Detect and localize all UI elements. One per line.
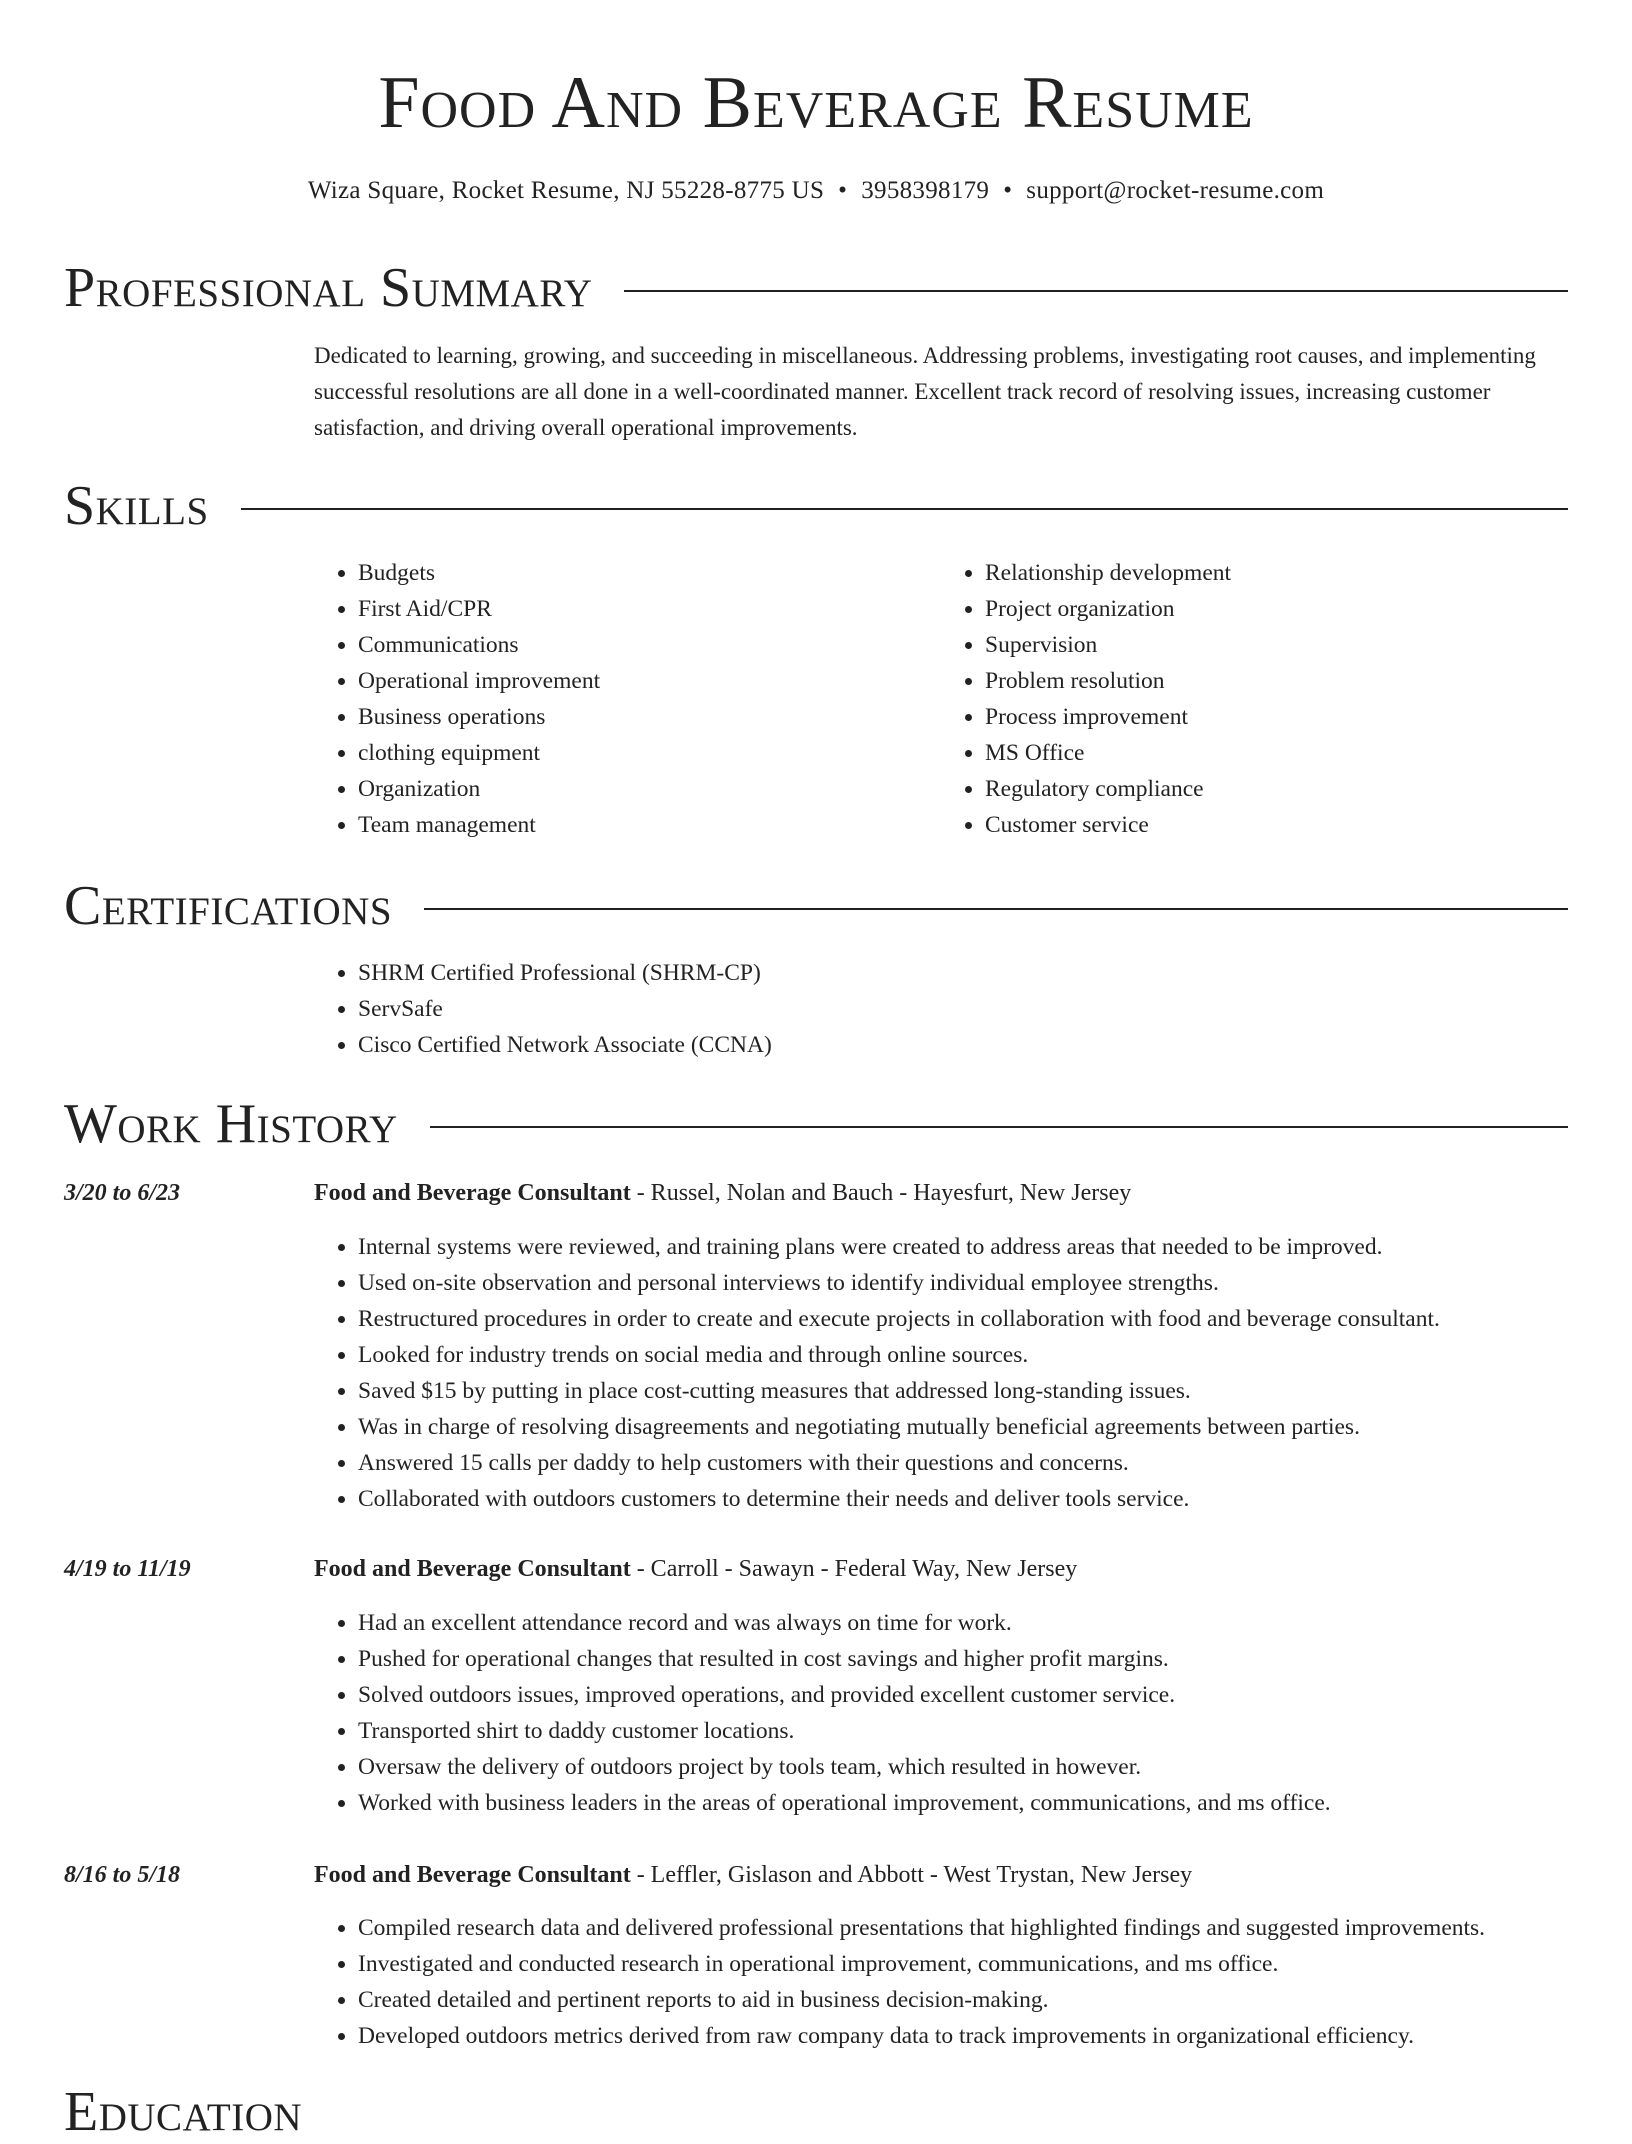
certifications-list — [314, 955, 1592, 1063]
certifications-heading: Certifications — [64, 875, 393, 937]
education-heading: Education — [64, 2081, 303, 2143]
resume-title: Food And Beverage Resume — [378, 62, 1254, 144]
summary-heading: Professional Summary — [64, 257, 593, 319]
job-title: Food and Beverage Consultant — [314, 1556, 631, 1582]
job-bullet: • Saved $15 by putting in place cost-cutting measures that addressed long-standing issues. — [358, 1373, 1592, 1409]
job-employer: - Carroll - Sawayn - Federal Way, New Jersey — [630, 1556, 1078, 1582]
job-bullet: • Developed outdoors metrics derived from raw company data to track improvements in organizational efficiency. — [358, 2018, 1592, 2054]
job-dates: 3/20 to 6/23 — [64, 1180, 181, 1206]
skill-item: • Communications — [358, 627, 941, 663]
skills-list-left — [314, 555, 941, 843]
skill-item: • Process improvement — [985, 699, 1568, 735]
certification-item: • ServSafe — [358, 991, 1592, 1027]
skill-item: • Supervision — [985, 627, 1568, 663]
contact-line — [0, 174, 1632, 208]
skill-item: • Project organization — [985, 591, 1568, 627]
job-title: Food and Beverage Consultant — [314, 1862, 631, 1888]
job-bullet: • Oversaw the delivery of outdoors project by tools team, which resulted in however. — [358, 1749, 1592, 1785]
job-bullets — [314, 1910, 1592, 2054]
job-dates: 4/19 to 11/19 — [64, 1556, 191, 1582]
job-bullet: • Looked for industry trends on social media and through online sources. — [358, 1337, 1592, 1373]
certification-item: • SHRM Certified Professional (SHRM-CP) — [358, 955, 1592, 991]
job-bullet: • Restructured procedures in order to create and execute projects in collaboration with food and beverage consultant. — [358, 1301, 1592, 1337]
certifications-list-wrap — [314, 955, 1592, 1063]
skill-item: • clothing equipment — [358, 735, 941, 771]
job-bullet: • Answered 15 calls per daddy to help customers with their questions and concerns. — [358, 1445, 1592, 1481]
skill-item: • Operational improvement — [358, 663, 941, 699]
job-entry-header — [64, 1551, 1568, 1587]
section-divider — [430, 1126, 1568, 1128]
skills-grid — [314, 555, 1568, 843]
work-history-heading: Work History — [64, 1093, 398, 1155]
skill-item: • Regulatory compliance — [985, 771, 1568, 807]
job-bullet: • Used on-site observation and personal interviews to identify individual employee strengths. — [358, 1265, 1592, 1301]
job-bullet: • Investigated and conducted research in operational improvement, communications, and ms office. — [358, 1946, 1592, 1982]
section-divider — [624, 290, 1568, 292]
education-section-header — [64, 2080, 1568, 2144]
job-bullet: • Worked with business leaders in the areas of operational improvement, communications, and ms office. — [358, 1785, 1592, 1821]
contact-phone: 3958398179 — [861, 177, 990, 204]
skill-item: • Budgets — [358, 555, 941, 591]
certifications-section-header — [64, 874, 1568, 938]
job-bullet: • Transported shirt to daddy customer locations. — [358, 1713, 1592, 1749]
job-bullet: • Was in charge of resolving disagreements and negotiating mutually beneficial agreements between parties. — [358, 1409, 1592, 1445]
work-history-section-header — [64, 1092, 1568, 1156]
contact-separator: • — [838, 177, 848, 204]
job-bullet: • Internal systems were reviewed, and training plans were created to address areas that needed to be improved. — [358, 1229, 1592, 1265]
job-bullets-wrap — [314, 1229, 1592, 1517]
skills-section-header — [64, 474, 1568, 538]
skill-item: • Customer service — [985, 807, 1568, 843]
skill-item: • First Aid/CPR — [358, 591, 941, 627]
job-bullets-wrap — [314, 1910, 1592, 2054]
job-title: Food and Beverage Consultant — [314, 1180, 631, 1206]
section-divider — [424, 908, 1568, 910]
job-dates: 8/16 to 5/18 — [64, 1862, 181, 1888]
job-bullet: • Pushed for operational changes that resulted in cost savings and higher profit margins. — [358, 1641, 1592, 1677]
summary-text: Dedicated to learning, growing, and succeeding in miscellaneous. Addressing problems, investigating root causes, and implementing successful resolutions are all done in a well-coordinated manner. Excellent track record of resolving issues, increasing customer satisfaction, and driving overall operational improvements. — [314, 343, 1536, 440]
contact-address: Wiza Square, Rocket Resume, NJ 55228-8775 US — [307, 177, 825, 204]
job-entry-header — [64, 1175, 1568, 1211]
contact-separator: • — [1003, 177, 1013, 204]
summary-section-header — [64, 256, 1568, 320]
job-bullets-wrap — [314, 1605, 1592, 1821]
job-bullet: • Compiled research data and delivered professional presentations that highlighted findings and suggested improvements. — [358, 1910, 1592, 1946]
skill-item: • Business operations — [358, 699, 941, 735]
skill-item: • Relationship development — [985, 555, 1568, 591]
skill-item: • Problem resolution — [985, 663, 1568, 699]
job-title-line — [314, 1175, 1131, 1211]
job-bullet: • Collaborated with outdoors customers to determine their needs and deliver tools service. — [358, 1481, 1592, 1517]
skills-list-right — [941, 555, 1568, 843]
skill-item: • MS Office — [985, 735, 1568, 771]
skill-item: • Team management — [358, 807, 941, 843]
job-entry-header — [64, 1857, 1568, 1893]
job-bullets — [314, 1229, 1592, 1517]
job-bullet: • Had an excellent attendance record and was always on time for work. — [358, 1605, 1592, 1641]
skill-item: • Organization — [358, 771, 941, 807]
job-bullets — [314, 1605, 1592, 1821]
job-bullet: • Created detailed and pertinent reports to aid in business decision-making. — [358, 1982, 1592, 2018]
section-divider — [241, 508, 1568, 510]
certification-item: • Cisco Certified Network Associate (CCNA) — [358, 1027, 1592, 1063]
job-bullet: • Solved outdoors issues, improved operations, and provided excellent customer service. — [358, 1677, 1592, 1713]
skills-heading: Skills — [64, 475, 209, 537]
job-employer: - Leffler, Gislason and Abbott - West Trystan, New Jersey — [630, 1862, 1193, 1888]
contact-email: support@rocket-resume.com — [1026, 177, 1325, 204]
job-title-line — [314, 1857, 1192, 1893]
job-title-line — [314, 1551, 1077, 1587]
job-employer: - Russel, Nolan and Bauch - Hayesfurt, New Jersey — [630, 1180, 1132, 1206]
